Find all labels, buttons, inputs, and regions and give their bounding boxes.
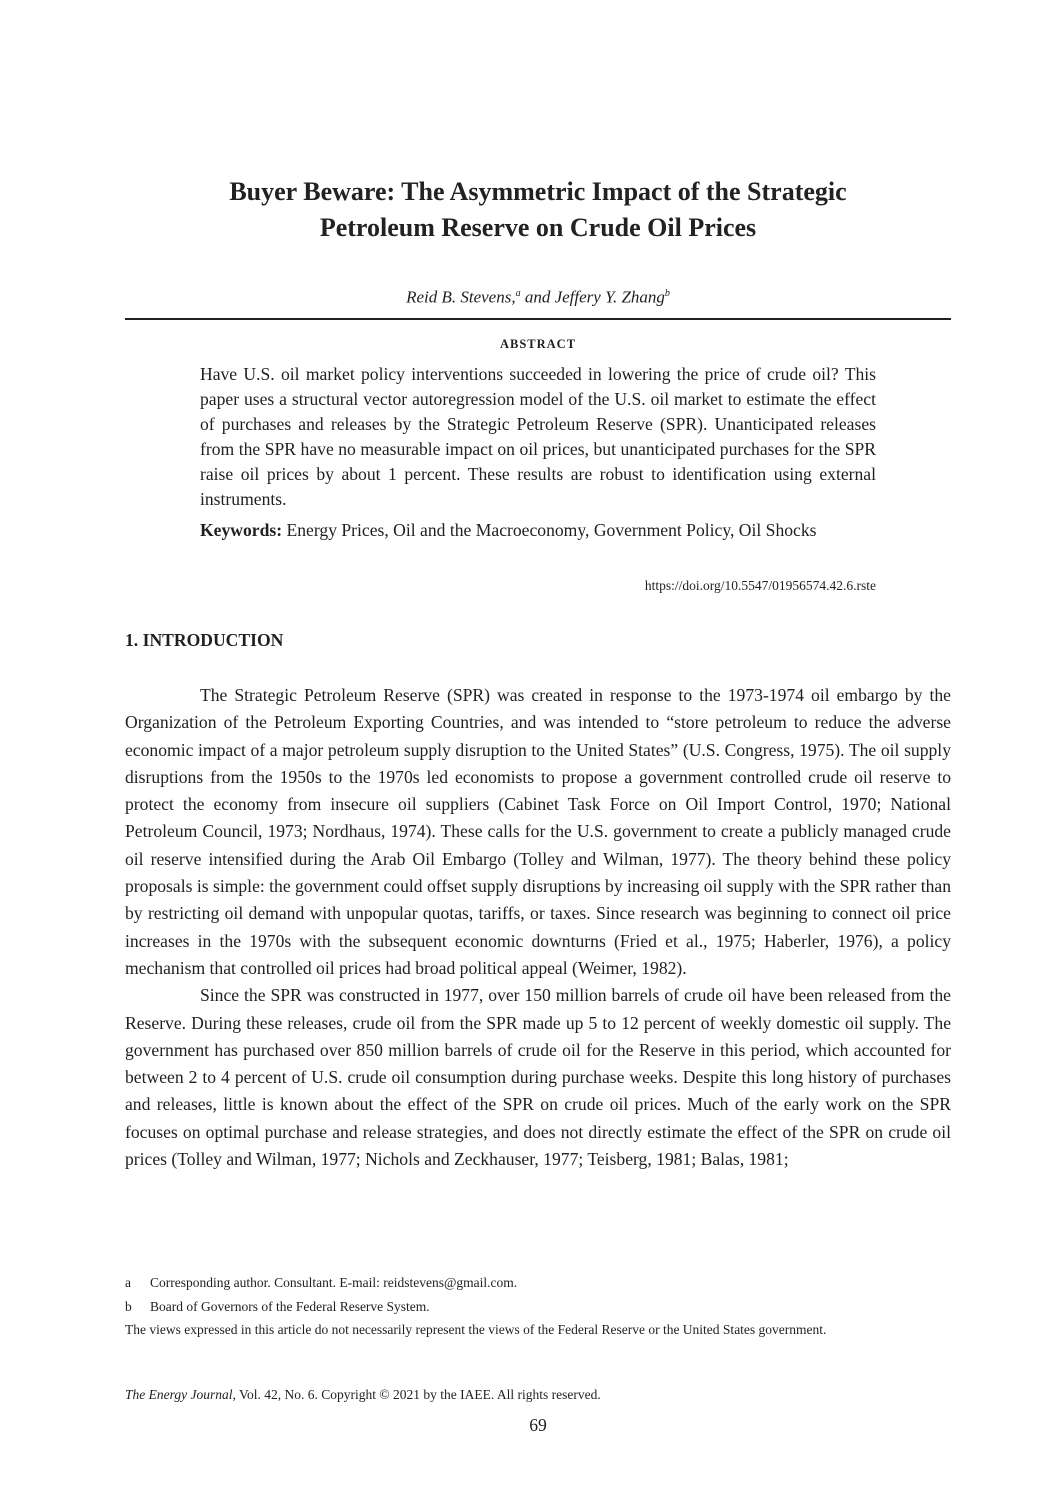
footnotes	[125, 1271, 951, 1342]
footnote-mark: b	[125, 1298, 132, 1314]
author-list	[125, 283, 951, 309]
footnote-text: Corresponding author. Consultant. E-mail: reidstevens@gmail.com.	[150, 1275, 518, 1290]
footnote-mark: a	[125, 1275, 131, 1290]
footnote	[125, 1295, 951, 1319]
header-rule	[125, 318, 951, 320]
author-name: Reid B. Stevens,	[406, 287, 516, 307]
footnote-marker: a	[515, 288, 521, 299]
author-connector: and	[520, 287, 555, 307]
disclaimer: The views expressed in this article do not necessarily represent the views of the Federal Reserve or the United States government.	[125, 1322, 827, 1337]
journal-details: , Vol. 42, No. 6. Copyright © 2021 by the IAEE. All rights reserved.	[232, 1387, 601, 1402]
doi-link[interactable]: https://doi.org/10.5547/01956574.42.6.rste	[644, 578, 876, 593]
keywords-label: Keywords:	[200, 520, 283, 540]
footnote-text: Board of Governors of the Federal Reserve System.	[150, 1298, 430, 1314]
abstract-heading: ABSTRACT	[499, 337, 577, 351]
section-body	[125, 682, 951, 1173]
keywords	[200, 518, 876, 543]
body-paragraph: Since the SPR was constructed in 1977, over 150 million barrels of crude oil have been released from the Reserve. During these releases, crude oil from the SPR made up 5 to 12 percent of weekly domestic oil supply. The government has purchased over 850 million barrels of crude oil for the Reserve in this period, which accounted for between 2 to 4 percent of U.S. crude oil consumption during purchase weeks. Despite this long history of purchases and releases, little is known about the effect of the SPR on crude oil prices. Much of the early work on the SPR focuses on optimal purchase and release strategies, and does not directly estimate the effect of the SPR on crude oil prices (Tolley and Wilman, 1977; Nichols and Zeckhauser, 1977; Teisberg, 1981; Balas, 1981;	[125, 985, 951, 1170]
journal-name: The Energy Journal	[125, 1387, 233, 1402]
abstract-text: Have U.S. oil market policy interventions succeeded in lowering the price of crude oil? This paper uses a structural vector autoregression model of the U.S. oil market to estimate the effect of purchases and releases by the Strategic Petroleum Reserve (SPR). Unanticipated releases from the SPR have no measurable impact on oil prices, but unanticipated purchases for the SPR raise oil prices by about 1 percent. These results are robust to identification using external instruments.	[200, 364, 876, 509]
footnote	[125, 1271, 951, 1295]
paper-title	[125, 174, 951, 246]
body-paragraph: The Strategic Petroleum Reserve (SPR) was created in response to the 1973-1974 oil embargo by the Organization of the Petroleum Exporting Countries, and was intended to “store petroleum to reduce the adverse economic impact of a major petroleum supply disruption to the United States” (U.S. Congress, 1975). The oil supply disruptions from the 1950s to the 1970s led economists to propose a government controlled crude oil reserve to protect the economy from insecure oil suppliers (Cabinet Task Force on Oil Import Control, 1970; National Petroleum Council, 1973; Nordhaus, 1974). These calls for the U.S. government to create a publicly managed crude oil reserve intensified during the Arab Oil Embargo (Tolley and Wilman, 1977). The theory behind these policy proposals is simple: the government could offset supply disruptions by increasing oil supply with the SPR rather than by restricting oil demand with unpopular quotas, tariffs, or taxes. Since research was beginning to connect oil price increases in the 1970s with the subsequent economic downturns (Fried et al., 1975; Haberler, 1976), a policy mechanism that controlled oil prices had broad political appeal (Weimer, 1982).	[125, 685, 952, 978]
page-number: 69	[529, 1415, 547, 1435]
title-line-1: Buyer Beware: The Asymmetric Impact of the Strategic	[229, 177, 847, 206]
section-heading: 1. INTRODUCTION	[125, 630, 284, 650]
title-line-2: Petroleum Reserve on Crude Oil Prices	[319, 213, 757, 242]
author-name: Jeffery Y. Zhang	[554, 287, 665, 307]
footnote-marker: b	[664, 288, 670, 299]
journal-citation	[125, 1385, 951, 1405]
keywords-list: Energy Prices, Oil and the Macroeconomy, Government Policy, Oil Shocks	[286, 520, 817, 540]
